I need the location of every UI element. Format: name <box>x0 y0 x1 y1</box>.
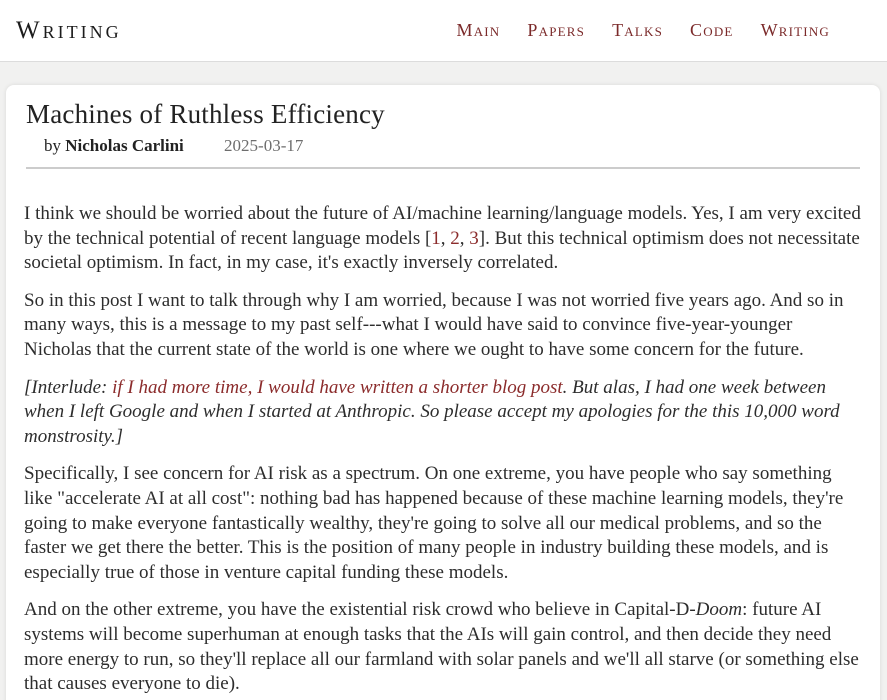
main-nav <box>456 20 830 41</box>
nav-item-code[interactable]: Code <box>690 20 734 40</box>
top-navigation-bar <box>0 0 887 62</box>
text-segment: So in this post I want to talk through why I am worried, because I was not worried five years ago. And so in many ways, this is a message to my past self---what I would have said to convince five-year-younger Nicholas that the current state of the world is one where we ought to have some concern for the future. <box>24 289 844 360</box>
text-segment: Doom <box>695 599 743 621</box>
text-segment: . But alas, I had one week between when I left Google and when I started at Anthropic. So please accept my apologies for the this 10,000 word monstrosity.] <box>24 376 840 447</box>
author-name: Nicholas Carlini <box>65 136 184 155</box>
inline-link[interactable]: if I had more time, I would have written a shorter blog post <box>112 376 563 398</box>
nav-item-papers[interactable]: Papers <box>527 20 586 40</box>
paragraph <box>24 598 862 696</box>
paragraph <box>24 289 862 363</box>
text-segment: Specifically, I see concern for AI risk as a spectrum. On one extreme, you have people who say something like "accelerate AI at all cost": nothing bad has happened because of these machine learning models, they're going to make everyone fantastically wealthy, they're going to solve all our medical problems, and so the faster we get there the better. This is the position of many people in industry building these models, and is especially true of those in venture capital funding these models. <box>24 463 844 583</box>
paragraph <box>24 462 862 585</box>
byline-prefix: by <box>44 136 61 155</box>
inline-link[interactable]: 2 <box>450 227 460 249</box>
page-title: Machines of Ruthless Efficiency <box>26 99 385 129</box>
site-logo[interactable]: Writing <box>16 16 122 44</box>
text-segment: ]. But this technical optimism does not necessitate societal optimism. In fact, in my case, it's exactly inversely correlated. <box>24 227 860 274</box>
text-segment: And on the other extreme, you have the existential risk crowd who believe in Capital-D- <box>24 599 696 621</box>
inline-link[interactable]: 1 <box>431 227 441 249</box>
nav-item-writing[interactable]: Writing <box>760 20 830 40</box>
paragraph <box>24 376 862 450</box>
text-segment: : future AI systems will become superhuman at enough tasks that the AIs will gain control, and then decide they need more energy to run, so they'll replace all our farmland with solar panels and we'll all starve (or something else that causes everyone to die). <box>24 599 859 695</box>
article-card <box>6 85 880 700</box>
nav-item-talks[interactable]: Talks <box>612 20 664 40</box>
title-divider <box>26 167 860 169</box>
byline <box>44 136 866 156</box>
text-segment: , <box>440 227 451 249</box>
text-segment: I think we should be worried about the future of AI/machine learning/language models. Yes, I am very excited by the technical potential of recent language models [ <box>24 203 861 249</box>
article-body <box>24 202 862 697</box>
inline-link[interactable]: 3 <box>469 227 479 249</box>
nav-item-main[interactable]: Main <box>456 20 501 40</box>
publish-date: 2025-03-17 <box>224 136 304 155</box>
paragraph <box>24 202 862 276</box>
text-segment: , <box>459 227 470 249</box>
text-segment: [Interlude: <box>24 376 113 398</box>
